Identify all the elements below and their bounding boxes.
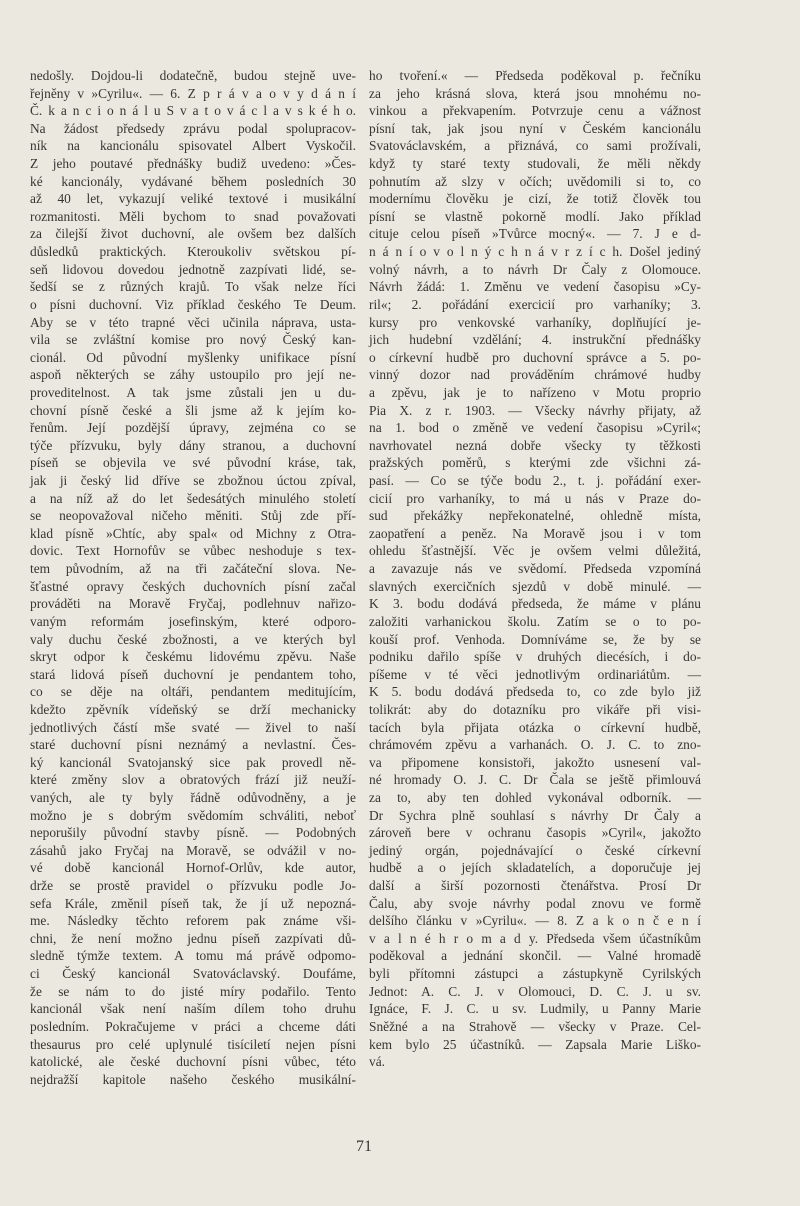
text-line: prováděti na Moravě Fryčaj, podlehnuv nařizo-: [30, 596, 356, 612]
text-line: zásahů jako Fryčaj na Moravě, se odvážil v no-: [30, 842, 356, 858]
text-line: písní se vlastně pokorně modlí. Jako příklad: [369, 208, 701, 224]
text-line: ké kancionály, vydávané během posledních 30: [30, 173, 356, 189]
text-line: ho tvoření.« — Předseda poděkoval p. řečníku: [369, 68, 701, 83]
text-line: K 5. bodu dodává předseda to, co zde bylo již: [369, 684, 701, 700]
text-line: thesaurus pro celé uplynulé tisíciletí nejen písni: [30, 1036, 356, 1052]
text-line: katolické, ale české duchovní písni vůbec, této: [30, 1054, 356, 1070]
text-line: ohledu šťastnější. Věc je ovšem velmi důležitá,: [369, 543, 701, 559]
text-line: řejněny v »Cyrilu«. — 6. Z p r á v a o v y d á n í: [30, 85, 356, 101]
text-line: možno je s dobrým svědomím schváliti, neboť: [30, 807, 356, 823]
text-line: když ty staré texty studovali, že měli někdy: [369, 156, 701, 172]
text-line: Jednot: A. C. J. v Olomouci, D. C. J. u sv.: [369, 983, 701, 999]
text-line: drže se prostě pravidel o přízvuku podle Jo-: [30, 878, 356, 894]
text-line: až 40 let, vykazují veliké textové i musikální: [30, 191, 356, 207]
text-line: Aby se v této trapné věci učinila náprava, usta-: [30, 314, 356, 330]
text-line: pasí. — Co se týče bodu 2., t. j. pořádání exer-: [369, 473, 701, 489]
text-line: byli přítomni zástupci a zástupkyně Cyrilských: [369, 966, 701, 982]
text-line: pražských poměrů, s kterými zde všichni zá-: [369, 455, 701, 471]
text-line: posledním. Pokračujeme v práci a chceme dáti: [30, 1018, 356, 1034]
text-line: volný návrh, a to návrh Dr Čaly z Olomouce.: [369, 261, 701, 277]
text-line: ril«; 2. pořádání exercicií pro varhaníky; 3.: [369, 296, 701, 312]
text-line: ník na kancionálu spisovatel Albert Vyskočil.: [30, 138, 356, 154]
text-line: vaných, ale ty byly řádně odůvodněny, a je: [30, 789, 356, 805]
text-line: kem bylo 25 účastníků. — Zapsala Marie Liško-: [369, 1036, 701, 1052]
text-line: Svatováclavském, a přiznává, co sami prožívali,: [369, 138, 701, 154]
text-line: vinkou a překvapením. Potvrzuje cenu a vážnost: [369, 103, 701, 119]
text-line: chovní písně české a šli jsme až k jejím ko-: [30, 402, 356, 418]
text-line: za čilejší život duchovní, ale ovšem bez dalších: [30, 226, 356, 242]
text-line: cituje celou píseň »Tvůrce mocný«. — 7. J e d-: [369, 226, 701, 242]
text-line: aspoň některých se záhy ustoupilo pro její ne-: [30, 367, 356, 383]
text-line: písní tak, jak jsou nyní v Českém kancionálu: [369, 120, 701, 136]
text-line: nejdražší kapitole našeho českého musikální-: [30, 1071, 356, 1087]
text-line: rozmanitosti. Měli bychom to snad považovati: [30, 208, 356, 224]
text-line: vé době kancionál Hornof-Orlův, kde autor,: [30, 860, 356, 876]
text-line: chrámovém zpěvu a varhanách. O. J. C. to zno-: [369, 737, 701, 753]
text-line: hudbě a o jejích skladatelích, a doporučuje jej: [369, 860, 701, 876]
text-line: ký kancionál Svatojanský sice pak provedl ně-: [30, 754, 356, 770]
text-line: jich hudební vzdělání; 4. instrukční přednášky: [369, 332, 701, 348]
text-line: ci Český kancionál Svatováclavský. Doufáme,: [30, 966, 356, 982]
text-line: Sněžné a na Strahově — všecky v Praze. Cel-: [369, 1018, 701, 1034]
text-line: klad písně »Chtíc, aby spal« od Michny z Otra-: [30, 525, 356, 541]
text-line: navrhovatel nezná dobře všecky ty těžkosti: [369, 437, 701, 453]
text-line: chni, že není možno jednu píseň zazpívati dů-: [30, 930, 356, 946]
text-line: týče přízvuku, byly dány stranou, a duchovní: [30, 437, 356, 453]
text-line: další a širší pozornosti čtenářstva. Prosí Dr: [369, 878, 701, 894]
text-line: kdežto zpěvník vídeňský se drží mechanicky: [30, 701, 356, 717]
text-line: zaopatření a peněz. Na Moravě jsou i v tom: [369, 525, 701, 541]
text-line: Pia X. z r. 1903. — Všecky návrhy přijaty, až: [369, 402, 701, 418]
text-line: a na níž až do let šedesátých minulého století: [30, 490, 356, 506]
text-line: pohnutím až slzy v očích; uvědomili si to, co: [369, 173, 701, 189]
text-line: Č. k a n c i o n á l u S v a t o v á c l a v s k é h o.: [30, 103, 356, 119]
text-line: vinný dozor nad prováděním chrámové hudby: [369, 367, 701, 383]
text-line: co se děje na oltáři, pendantem meditujícím,: [30, 684, 356, 700]
text-line: cicií pro varhaníky, to má u nás v Praze do-: [369, 490, 701, 506]
text-line: tolikrát: aby do dotazníku pro vikáře při visi-: [369, 701, 701, 717]
text-line: poděkoval a jednání skončil. — Valné hromadě: [369, 948, 701, 964]
text-line: a zavazuje nás ve svědomí. Předseda vzpomíná: [369, 561, 701, 577]
text-line: založiti varhanickou školu. Zatím se o to po-: [369, 613, 701, 629]
text-line: vaným reformám josefinským, které odporo-: [30, 613, 356, 629]
text-line: skryt odpor k českému lidovému zpěvu. Naše: [30, 649, 356, 665]
text-line: dovic. Text Hornofův se vůbec neshoduje s tex-: [30, 543, 356, 559]
text-line: se neopovažoval ničeho měniti. Stůj zde pří-: [30, 508, 356, 524]
text-line: sledně týmže textem. A tomu má právě odpomo-: [30, 948, 356, 964]
text-line: cionál. Od původní myšlenky unifikace písní: [30, 349, 356, 365]
text-line: Ignáce, F. J. C. u sv. Ludmily, u Panny Marie: [369, 1001, 701, 1017]
text-line: Dr Sychra plně souhlasí s návrhy Dr Čaly a: [369, 807, 701, 823]
text-line: řenům. Její pozdější úpravy, zejména co se: [30, 420, 356, 436]
text-line: Na žádost předsedy zprávu podal spolupracov-: [30, 120, 356, 136]
text-line: né hromady O. J. C. Dr Čala se ještě přimlouvá: [369, 772, 701, 788]
left-text-column: [30, 67, 356, 1088]
text-line: Z jeho poutavé přednášky budiž uvedeno: »Čes-: [30, 156, 356, 172]
text-line: nedošly. Dojdou-li dodatečně, budou stejně uve-: [30, 68, 356, 83]
text-line: Návrh žádá: 1. Změnu ve vedení časopisu »Cy-: [369, 279, 701, 295]
text-line: za jeho krásná slova, která jsou mnohému no-: [369, 85, 701, 101]
text-line: podniku dařilo spíše v druhých diecésích, i do-: [369, 649, 701, 665]
text-line: staré duchovní písni neznámý a nevlastní. Čes-: [30, 737, 356, 753]
text-line: vila se zvláštní komise pro nový Český kan-: [30, 332, 356, 348]
text-line: seň lidovou dovedou jednotně zazpívati lidé, se-: [30, 261, 356, 277]
text-line: proveditelnost. A tak jsme zůstali jen u du-: [30, 384, 356, 400]
text-line: kouší prof. Venhoda. Domníváme se, že by se: [369, 631, 701, 647]
text-line: a zpěvu, jak je to nařízeno v Motu proprio: [369, 384, 701, 400]
text-line: jak ji český lid dříve se zbožnou úctou zpíval,: [30, 473, 356, 489]
text-line: va připomene konsistoři, jakožto usnesení val-: [369, 754, 701, 770]
text-line: kursy pro venkovské varhaníky, doplňující je-: [369, 314, 701, 330]
text-line: n á n í o v o l n ý c h n á v r z í c h. Došel jediný: [369, 244, 701, 260]
text-line: píseň se objevila ve své původní kráse, tak,: [30, 455, 356, 471]
text-line: tacích byla přijata otázka o církevní hudbě,: [369, 719, 701, 735]
text-line: neporušily původní stavby písně. — Podobných: [30, 825, 356, 841]
text-line: kancionál však není naším dílem toho druhu: [30, 1001, 356, 1017]
text-line: sefa Krále, změnil píseň tak, že jí už nepozná-: [30, 895, 356, 911]
text-line: píšeme v té věci jednotlivým ordinariátům. —: [369, 666, 701, 682]
text-line: zároveň bere v ochranu časopis »Cyril«, jakožto: [369, 825, 701, 841]
text-line: jediný orgán, pojednávající o české církevní: [369, 842, 701, 858]
text-line: slavných exercičních sjezdů v době minulé. —: [369, 578, 701, 594]
text-line: důsledků praktických. Kteroukoliv světskou pí-: [30, 244, 356, 260]
text-line: Čalu, aby svoje návrhy podal znovu ve formě: [369, 895, 701, 911]
text-line: za to, aby ten dohled vykonával odborník. —: [369, 789, 701, 805]
page-number: 71: [356, 1138, 372, 1155]
text-line: vá.: [369, 1054, 385, 1070]
text-line: o církevní hudbě pro duchovní správce a 5. po-: [369, 349, 701, 365]
right-text-column: [369, 67, 701, 1071]
text-line: jednotlivých částí mše svaté — živel to naší: [30, 719, 356, 735]
text-line: na 1. bod o změně ve vedení časopisu »Cyril«;: [369, 420, 701, 436]
text-line: že se nám to do jisté míry podařilo. Tento: [30, 983, 356, 999]
text-line: o písni duchovní. Viz příklad českého Te Deum.: [30, 296, 356, 312]
text-line: v a l n é h r o m a d y. Předseda všem účastníkům: [369, 930, 701, 946]
text-line: K 3. bodu dodává předseda, že máme v plánu: [369, 596, 701, 612]
text-line: modernímu člověku je cizí, že totiž člověk tou: [369, 191, 701, 207]
text-line: šedší se z různých krajů. To však nelze říci: [30, 279, 356, 295]
text-line: šťastné opravy českých duchovních písní začal: [30, 578, 356, 594]
text-line: které změny slov a obratových frází již neuží-: [30, 772, 356, 788]
text-line: stará lidová píseň duchovní je pendantem toho,: [30, 666, 356, 682]
text-line: tem původním, až na tři začáteční slova. Ne-: [30, 561, 356, 577]
text-line: delšího článku v »Cyrilu«. — 8. Z a k o n č e n í: [369, 913, 701, 929]
text-line: valy duchu české zbožnosti, a ve kterých byl: [30, 631, 356, 647]
text-line: me. Následky těchto reforem pak známe vši-: [30, 913, 356, 929]
text-line: sud překážky nepřekonatelné, ohledně místa,: [369, 508, 701, 524]
